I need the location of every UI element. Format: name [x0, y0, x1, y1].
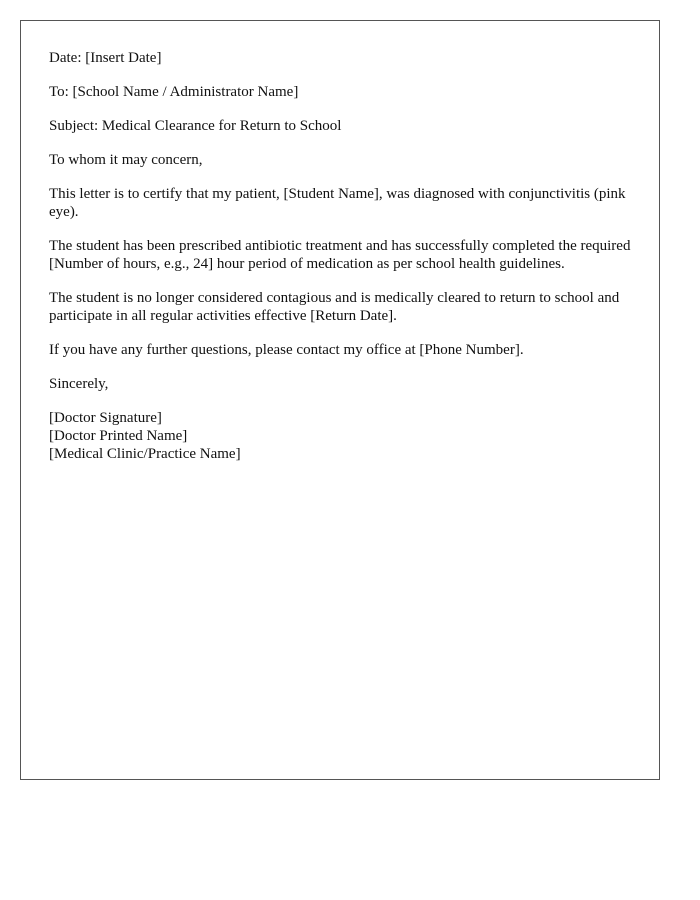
subject-line: Subject: Medical Clearance for Return to School: [49, 118, 342, 134]
closing: Sincerely,: [49, 376, 109, 392]
paragraph-diagnosis: This letter is to certify that my patient, [Student Name], was diagnosed with conjunctivitis (pink eye).: [49, 186, 626, 220]
signature-block: [49, 409, 639, 463]
date-line: Date: [Insert Date]: [49, 50, 162, 66]
paragraph-clearance: The student is no longer considered contagious and is medically cleared to return to school and participate in all regular activities effective [Return Date].: [49, 290, 620, 324]
clinic-name: [Medical Clinic/Practice Name]: [49, 446, 241, 462]
letter-body: [49, 49, 639, 479]
letter-page: [20, 20, 660, 780]
doctor-signature: [Doctor Signature]: [49, 410, 162, 426]
paragraph-contact: If you have any further questions, please contact my office at [Phone Number].: [49, 342, 524, 358]
recipient-line: To: [School Name / Administrator Name]: [49, 84, 299, 100]
paragraph-treatment: The student has been prescribed antibiotic treatment and has successfully completed the required [Number of hours, e.g., 24] hour period of medication as per school health guidelines.: [49, 238, 631, 272]
doctor-printed-name: [Doctor Printed Name]: [49, 428, 188, 444]
salutation: To whom it may concern,: [49, 152, 203, 168]
